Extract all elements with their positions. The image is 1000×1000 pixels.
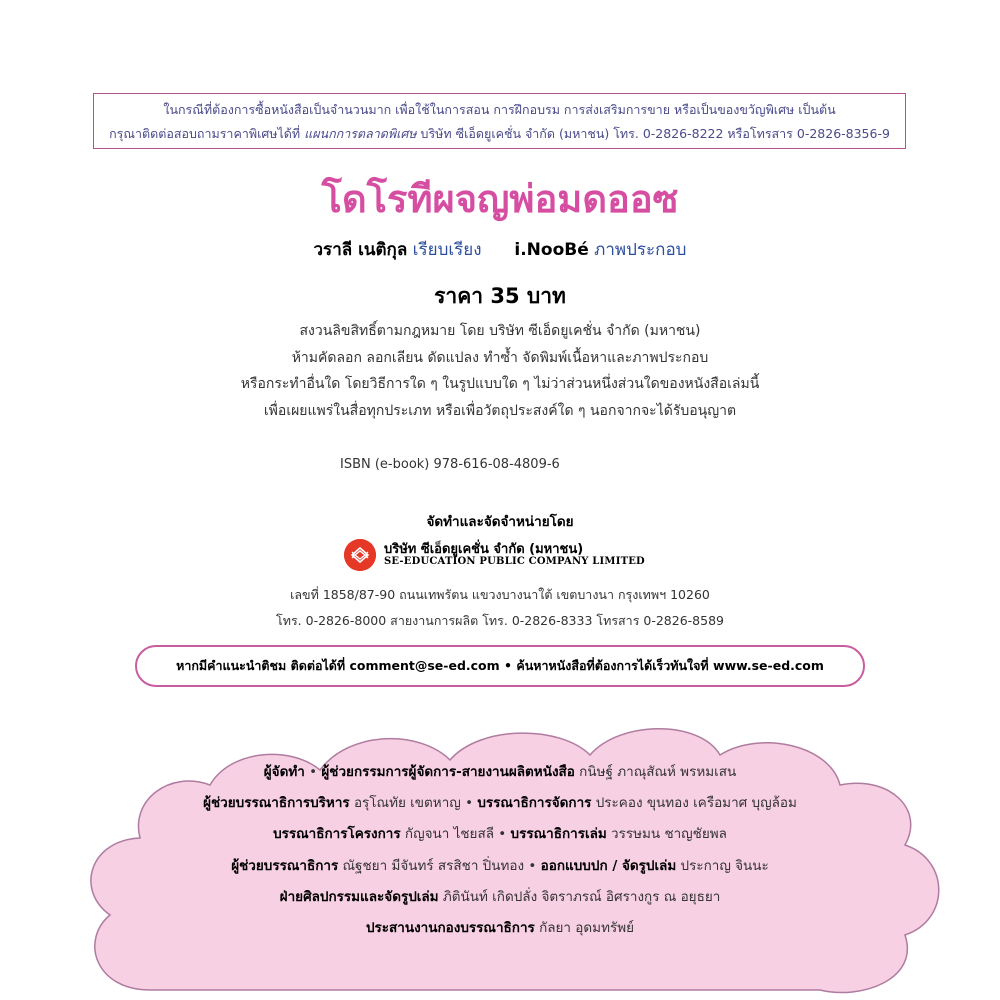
staff-names: ประกาญ จินนะ: [676, 857, 769, 874]
company-address: [0, 582, 1000, 634]
special-order-notice: [93, 93, 906, 149]
company-name-en: SE-EDUCATION PUBLIC COMPANY LIMITED: [384, 556, 645, 567]
staff-names: ภิตินันท์ เกิดปลั่ง จิตราภรณ์ อิศรางกูร ณ อยุธยา: [438, 888, 721, 905]
notice-line-2: [102, 122, 897, 146]
staff-separator: •: [493, 826, 511, 843]
staff-line: [0, 913, 1000, 944]
illustrator-name: i.NooBé: [514, 240, 589, 260]
rights-line: เพื่อเผยแพร่ในสื่อทุกประเภท หรือเพื่อวัตถุประสงค์ใด ๆ นอกจากจะได้รับอนุญาต: [263, 402, 737, 419]
staff-role: ประสานงานกองบรรณาธิการ: [365, 920, 535, 937]
staff-names: ประคอง ขุนทอง เครือมาศ บุญล้อม: [591, 795, 797, 812]
staff-line: [0, 882, 1000, 913]
staff-line: [0, 851, 1000, 882]
address-line: เลขที่ 1858/87-90 ถนนเทพรัตน แขวงบางนาใต้ เขตบางนา กรุงเทพฯ 10260: [290, 587, 710, 602]
rights-line: หรือกระทำอื่นใด โดยวิธีการใด ๆ ในรูปแบบใด ๆ ไม่ว่าส่วนหนึ่งส่วนใดของหนังสือเล่มนี้: [240, 376, 760, 392]
staff-role: ผู้จัดทำ: [263, 764, 305, 780]
company-name-th: บริษัท ซีเอ็ดยูเคชั่น จำกัด (มหาชน): [384, 542, 584, 557]
staff-role: ผู้ช่วยกรรมการผู้จัดการ-สายงานผลิตหนังสือ: [321, 764, 575, 780]
staff-role: ออกแบบปก / จัดรูปเล่ม: [540, 857, 677, 874]
staff-names: กนิษฐ์ ภาณุสัณห์ พรหมเสน: [574, 764, 737, 780]
illustrator-role: ภาพประกอบ: [594, 240, 687, 260]
notice-line-2-pre: กรุณาติดต่อสอบถามราคาพิเศษได้ที่: [109, 126, 305, 141]
staff-role: ผู้ช่วยบรรณาธิการ: [231, 857, 339, 874]
address-line: โทร. 0-2826-8000 สายงานการผลิต โทร. 0-2826-8333 โทรสาร 0-2826-8589: [276, 613, 724, 628]
staff-list: [0, 757, 1000, 944]
producer-label: จัดทำและจัดจำหน่ายโดย: [426, 514, 574, 530]
notice-line-1: ในกรณีที่ต้องการซื้อหนังสือเป็นจำนวนมาก เพื่อใช้ในการสอน การฝึกอบรม การส่งเสริมการขาย หรือเป็นของขวัญพิเศษ เป็นต้น: [163, 102, 836, 117]
notice-department: แผนกการตลาดพิเศษ: [304, 126, 417, 141]
staff-role: ฝ่ายศิลปกรรมและจัดรูปเล่ม: [279, 888, 439, 905]
staff-separator: •: [304, 764, 322, 780]
rights-line: ห้ามคัดลอก ลอกเลียน ดัดแปลง ทำซ้ำ จัดพิมพ์เนื้อหาและภาพประกอบ: [291, 349, 709, 366]
rights-line: สงวนลิขสิทธิ์ตามกฎหมาย โดย บริษัท ซีเอ็ดยูเคชั่น จำกัด (มหาชน): [299, 323, 701, 339]
staff-names: กัญจนา ไชยสลี: [400, 826, 494, 843]
staff-role: ผู้ช่วยบรรณาธิการบริหาร: [203, 795, 350, 812]
staff-separator: •: [460, 795, 478, 812]
isbn: ISBN (e-book) 978-616-08-4809-6: [340, 457, 560, 472]
author-role: เรียบเรียง: [412, 240, 482, 260]
copyright-notice: [0, 318, 1000, 424]
publisher-block: [344, 538, 664, 574]
contact-banner: หากมีคำแนะนำติชม ติดต่อได้ที่ comment@se-ed.com • ค้นหาหนังสือที่ต้องการได้เร็วทันใจที่ www.se-ed.com: [135, 645, 865, 687]
staff-role: บรรณาธิการจัดการ: [477, 795, 592, 812]
staff-role: บรรณาธิการโครงการ: [273, 826, 401, 843]
se-ed-logo-icon: [344, 539, 376, 571]
staff-line: [0, 757, 1000, 788]
author-name: วราลี เนติกุล: [313, 240, 408, 260]
staff-line: [0, 819, 1000, 850]
staff-names: กัลยา อุดมทรัพย์: [534, 920, 635, 937]
credits-line: [0, 236, 1000, 263]
book-price: ราคา 35 บาท: [434, 284, 566, 308]
staff-names: วรรษมน ชาญชัยพล: [606, 826, 727, 843]
staff-role: บรรณาธิการเล่ม: [510, 826, 607, 843]
notice-line-2-post: บริษัท ซีเอ็ดยูเคชั่น จำกัด (มหาชน) โทร. 0-2826-8222 หรือโทรสาร 0-2826-8356-9: [416, 126, 890, 141]
staff-names: อรุโณทัย เขตหาญ: [349, 795, 461, 812]
staff-separator: •: [524, 857, 541, 874]
book-title: โดโรทีผจญพ่อมดออซ: [321, 177, 679, 221]
staff-line: [0, 788, 1000, 819]
staff-names: ณัฐชยา มีจันทร์ สรสิชา ปิ่นทอง: [338, 857, 525, 874]
